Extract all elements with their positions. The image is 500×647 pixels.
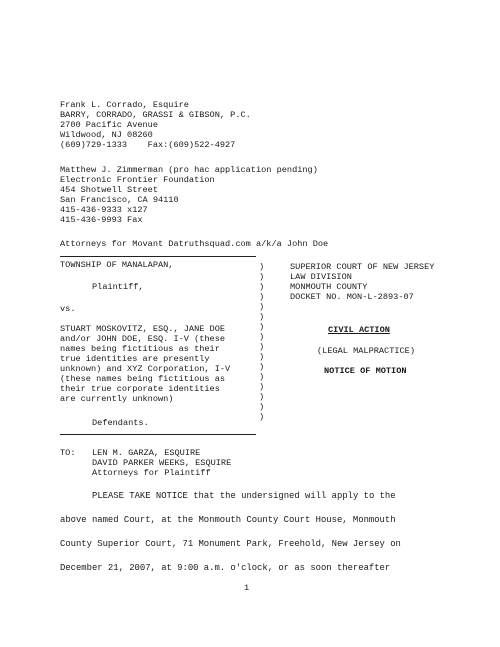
defendants-line: STUART MOSKOVITZ, ESQ., JANE DOE [60,324,226,334]
to-recipient-line: DAVID PARKER WEEKS, ESQUIRE [92,458,232,468]
page-number: 1 [244,583,250,593]
defendants-line: and/or JOHN DOE, ESQ. I-V (these [60,334,226,344]
counsel-line: BARRY, CORRADO, GRASSI & GIBSON, P.C. [60,110,251,120]
counsel-line: (609)729-1333 Fax:(609)522-4927 [60,140,236,150]
caption-top-rule [60,256,256,257]
court-line: MONMOUTH COUNTY [290,282,368,292]
attorneys-for: Attorneys for Movant Datruthsquad.com a/k/a John Doe [60,239,329,249]
caption-bracket: ) ) ) ) ) ) ) ) ) ) ) ) ) ) ) ) [259,262,265,422]
case-type: (LEGAL MALPRACTICE) [317,346,415,356]
body-line: above named Court, at the Monmouth County Court House, Monmouth [60,515,396,525]
court-line: SUPERIOR COURT OF NEW JERSEY [290,262,435,272]
defendants-line: true identities are presently [60,354,210,364]
counsel-line: Wildwood, NJ 08260 [60,130,153,140]
court-line: LAW DIVISION [290,272,352,282]
body-line: PLEASE TAKE NOTICE that the undersigned will apply to the [92,491,396,501]
defendants-line: names being fictitious as their [60,344,220,354]
versus-label: vs. [60,304,76,314]
to-recipient-line: LEN M. GARZA, ESQUIRE [92,448,201,458]
defendants-line: unknown) and XYZ Corporation, I-V [60,364,231,374]
plaintiff-name: TOWNSHIP OF MANALAPAN, [60,260,174,270]
body-line: December 21, 2007, at 9:00 a.m. o'clock, or as soon thereafter [60,563,391,573]
to-recipient-line: Attorneys for Plaintiff [92,468,211,478]
co-counsel-line: 454 Shotwell Street [60,185,158,195]
civil-action-label: CIVIL ACTION [328,325,390,335]
document-title: NOTICE OF MOTION [324,366,407,376]
defendants-line: their true corporate identities [60,384,220,394]
plaintiff-role: Plaintiff, [92,282,144,292]
caption-bottom-rule [60,434,256,435]
to-label: TO: [60,448,76,458]
body-line: County Superior Court, 71 Monument Park, Freehold, New Jersey on [60,539,401,549]
co-counsel-line: 415-436-9993 Fax [60,215,143,225]
counsel-line: 2700 Pacific Avenue [60,120,158,130]
defendants-line: are currently unknown) [60,394,174,404]
docket-number: DOCKET NO. MON-L-2893-07 [290,292,414,302]
co-counsel-line: 415-436-9333 x127 [60,205,148,215]
co-counsel-line: Electronic Frontier Foundation [60,175,215,185]
co-counsel-line: San Francisco, CA 94110 [60,195,179,205]
defendants-line: (these names being fictitious as [60,374,226,384]
co-counsel-line: Matthew J. Zimmerman (pro hac application pending) [60,165,318,175]
defendants-role: Defendants. [92,418,149,428]
counsel-line: Frank L. Corrado, Esquire [60,100,189,110]
